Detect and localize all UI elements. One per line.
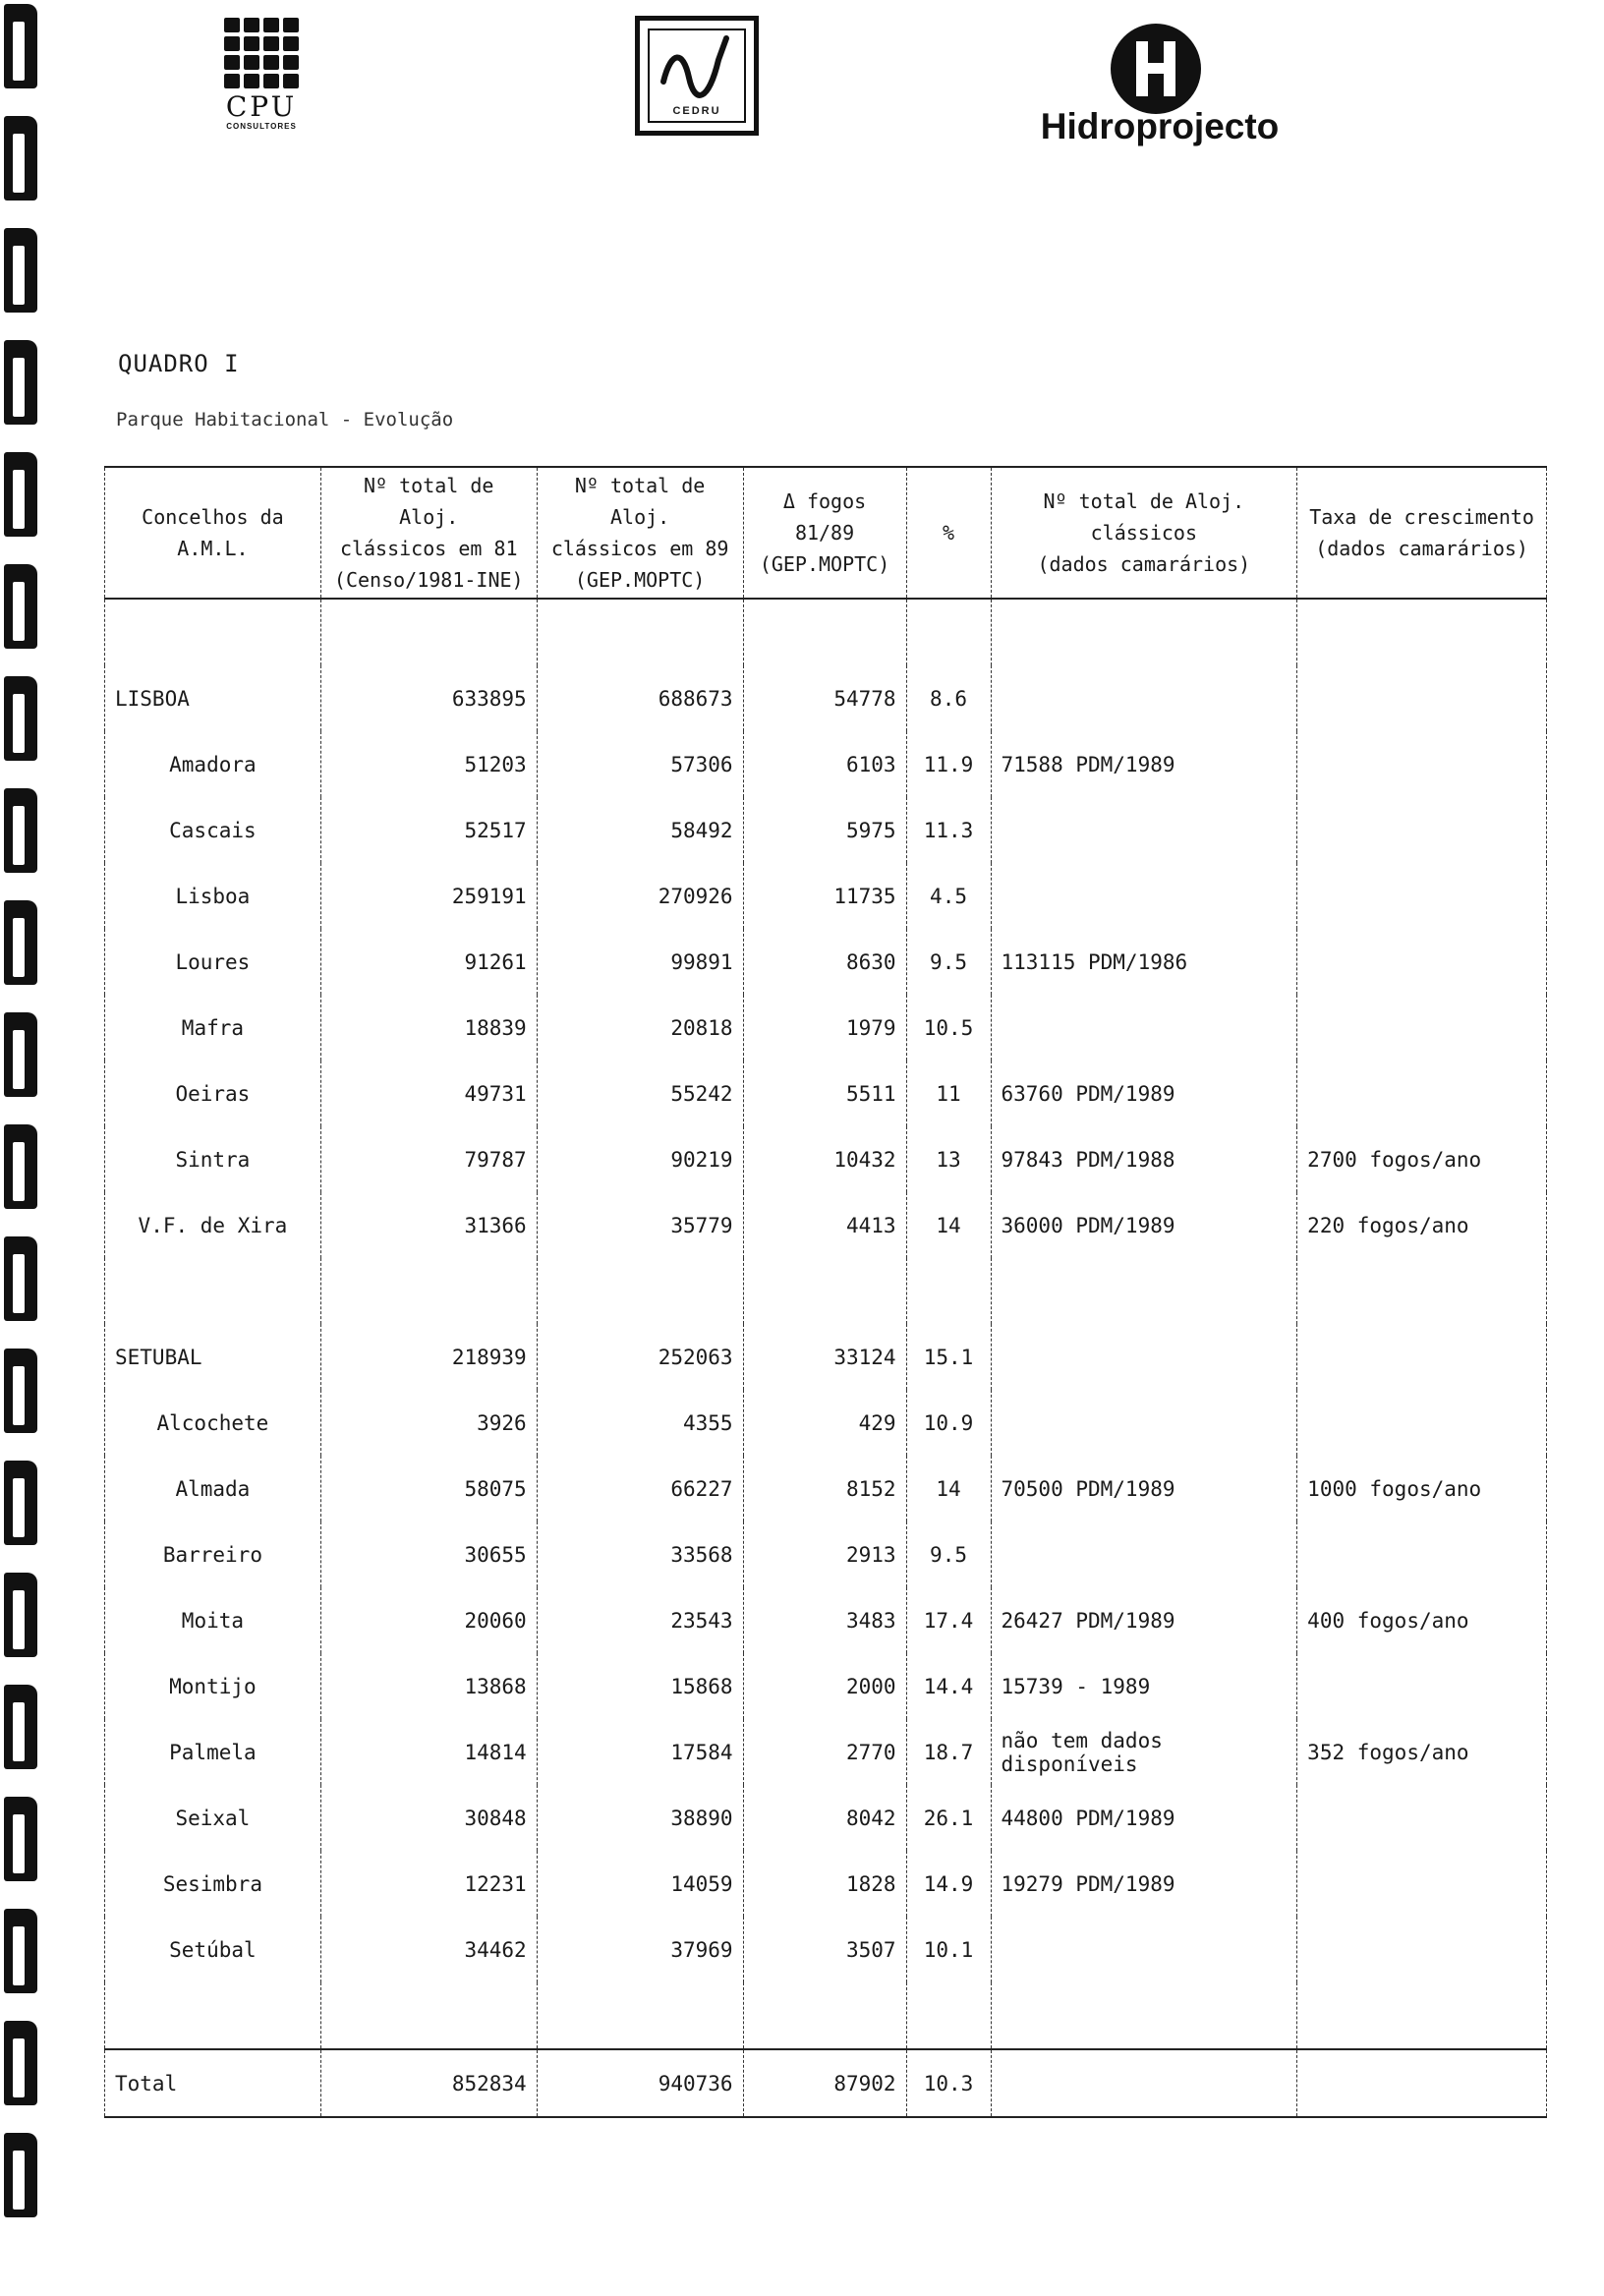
alojamentos-89-cell: 20818 <box>537 995 743 1061</box>
concelho-cell: Amadora <box>105 731 321 797</box>
delta-fogos-cell: 2913 <box>743 1521 906 1587</box>
dados-camararios-cell <box>991 665 1297 731</box>
concelho-cell: Oeiras <box>105 1061 321 1126</box>
empty-cell <box>991 2049 1297 2117</box>
empty-cell <box>743 1258 906 1324</box>
header-delta-fogos <box>743 467 906 599</box>
header-line: (Censo/1981-INE) <box>333 568 524 592</box>
taxa-crescimento-cell <box>1297 1653 1547 1719</box>
alojamentos-89-cell: 17584 <box>537 1719 743 1785</box>
percent-cell: 17.4 <box>906 1587 991 1653</box>
header-line: (GEP.MOPTC) <box>574 568 706 592</box>
percent-cell: 11.3 <box>906 797 991 863</box>
alojamentos-81-cell: 51203 <box>320 731 537 797</box>
delta-fogos-cell: 8042 <box>743 1785 906 1851</box>
table-row <box>105 1719 1547 1785</box>
taxa-crescimento-cell <box>1297 929 1547 995</box>
alojamentos-89-cell: 90219 <box>537 1126 743 1192</box>
empty-cell <box>537 1982 743 2049</box>
header-total-89 <box>537 467 743 599</box>
delta-fogos-cell: 8152 <box>743 1456 906 1521</box>
cpu-logo-text: CPU <box>225 90 298 123</box>
binding-ring-icon <box>4 676 37 761</box>
empty-cell <box>991 1258 1297 1324</box>
concelho-cell: Loures <box>105 929 321 995</box>
delta-fogos-cell: 54778 <box>743 665 906 731</box>
percent-cell: 10.9 <box>906 1390 991 1456</box>
alojamentos-81-cell: 3926 <box>320 1390 537 1456</box>
alojamentos-81-cell: 91261 <box>320 929 537 995</box>
binding-ring-icon <box>4 2021 37 2105</box>
taxa-crescimento-cell: 1000 fogos/ano <box>1297 1456 1547 1521</box>
percent-cell: 9.5 <box>906 929 991 995</box>
taxa-crescimento-cell <box>1297 863 1547 929</box>
alojamentos-81-cell: 52517 <box>320 797 537 863</box>
document-subtitle: Parque Habitacional - Evolução <box>116 409 454 430</box>
binding-ring-icon <box>4 1461 37 1545</box>
table-row <box>105 1126 1547 1192</box>
binding-ring-icon <box>4 4 37 88</box>
percent-cell: 11.9 <box>906 731 991 797</box>
alojamentos-81-cell: 49731 <box>320 1061 537 1126</box>
dados-camararios-cell <box>991 995 1297 1061</box>
taxa-crescimento-cell <box>1297 995 1547 1061</box>
hidroprojecto-circle-icon <box>1111 24 1201 114</box>
percent-cell: 14.9 <box>906 1851 991 1917</box>
delta-fogos-cell: 429 <box>743 1390 906 1456</box>
table-row <box>105 1192 1547 1258</box>
alojamentos-89-cell: 55242 <box>537 1061 743 1126</box>
alojamentos-89-cell: 270926 <box>537 863 743 929</box>
dados-camararios-cell <box>991 1521 1297 1587</box>
taxa-crescimento-cell: 400 fogos/ano <box>1297 1587 1547 1653</box>
dados-camararios-cell: 15739 - 1989 <box>991 1653 1297 1719</box>
taxa-crescimento-cell <box>1297 1061 1547 1126</box>
empty-cell <box>991 1982 1297 2049</box>
taxa-crescimento-cell <box>1297 1324 1547 1390</box>
delta-fogos-cell: 1979 <box>743 995 906 1061</box>
dados-camararios-cell <box>991 1390 1297 1456</box>
alojamentos-89-cell: 23543 <box>537 1587 743 1653</box>
header-line: Concelhos da <box>142 505 284 529</box>
dados-camararios-cell: 97843 PDM/1988 <box>991 1126 1297 1192</box>
table-row <box>105 995 1547 1061</box>
total-89-cell: 940736 <box>537 2049 743 2117</box>
alojamentos-89-cell: 99891 <box>537 929 743 995</box>
delta-fogos-cell: 2770 <box>743 1719 906 1785</box>
alojamentos-81-cell: 218939 <box>320 1324 537 1390</box>
table-row <box>105 1456 1547 1521</box>
table-row <box>105 731 1547 797</box>
binding-ring-icon <box>4 340 37 425</box>
delta-fogos-cell: 3483 <box>743 1587 906 1653</box>
header-line: clássicos em 81 <box>339 537 518 560</box>
table-row <box>105 1061 1547 1126</box>
percent-cell: 14 <box>906 1456 991 1521</box>
cpu-logo-grid-icon <box>224 18 299 88</box>
concelho-cell: Alcochete <box>105 1390 321 1456</box>
dados-camararios-cell <box>991 1324 1297 1390</box>
dados-camararios-cell <box>991 797 1297 863</box>
dados-camararios-cell: 113115 PDM/1986 <box>991 929 1297 995</box>
concelho-cell: Montijo <box>105 1653 321 1719</box>
table-total-row <box>105 2049 1547 2117</box>
table-row <box>105 863 1547 929</box>
table-row <box>105 1653 1547 1719</box>
delta-fogos-cell: 33124 <box>743 1324 906 1390</box>
table-row <box>105 1390 1547 1456</box>
header-line: clássicos em 89 <box>550 537 729 560</box>
delta-fogos-cell: 2000 <box>743 1653 906 1719</box>
dados-camararios-cell: 26427 PDM/1989 <box>991 1587 1297 1653</box>
concelho-cell: LISBOA <box>105 665 321 731</box>
concelho-cell: Lisboa <box>105 863 321 929</box>
concelho-cell: Moita <box>105 1587 321 1653</box>
binding-ring-icon <box>4 788 37 873</box>
concelho-cell: Barreiro <box>105 1521 321 1587</box>
percent-cell: 11 <box>906 1061 991 1126</box>
table-row <box>105 929 1547 995</box>
alojamentos-81-cell: 31366 <box>320 1192 537 1258</box>
total-label-cell: Total <box>105 2049 321 2117</box>
dados-camararios-cell: 19279 PDM/1989 <box>991 1851 1297 1917</box>
binding-ring-icon <box>4 1236 37 1321</box>
header-camararios <box>991 467 1297 599</box>
concelho-cell: Almada <box>105 1456 321 1521</box>
table-group-row <box>105 1324 1547 1390</box>
delta-fogos-cell: 6103 <box>743 731 906 797</box>
table-header-row <box>105 467 1547 599</box>
table-spacer-row <box>105 1258 1547 1324</box>
empty-cell <box>320 1258 537 1324</box>
alojamentos-81-cell: 79787 <box>320 1126 537 1192</box>
header-line: Δ fogos 81/89 <box>782 489 867 545</box>
percent-cell: 14 <box>906 1192 991 1258</box>
alojamentos-89-cell: 35779 <box>537 1192 743 1258</box>
cpu-logo-subtitle: CONSULTORES <box>226 122 297 131</box>
dados-camararios-cell <box>991 863 1297 929</box>
concelho-cell: SETUBAL <box>105 1324 321 1390</box>
alojamentos-89-cell: 66227 <box>537 1456 743 1521</box>
taxa-crescimento-cell <box>1297 1917 1547 1982</box>
alojamentos-89-cell: 57306 <box>537 731 743 797</box>
alojamentos-89-cell: 38890 <box>537 1785 743 1851</box>
dados-camararios-cell: 36000 PDM/1989 <box>991 1192 1297 1258</box>
taxa-crescimento-cell: 220 fogos/ano <box>1297 1192 1547 1258</box>
document-title: QUADRO I <box>118 350 240 377</box>
delta-fogos-cell: 8630 <box>743 929 906 995</box>
total-percent-cell: 10.3 <box>906 2049 991 2117</box>
binding-ring-icon <box>4 1685 37 1769</box>
binding-ring-icon <box>4 1573 37 1657</box>
dados-camararios-cell <box>991 1917 1297 1982</box>
header-line: clássicos <box>1090 521 1198 545</box>
binding-ring-icon <box>4 452 37 537</box>
dados-camararios-cell: 63760 PDM/1989 <box>991 1061 1297 1126</box>
delta-fogos-cell: 1828 <box>743 1851 906 1917</box>
binding-ring-icon <box>4 1124 37 1209</box>
header-line: (dados camarários) <box>1315 537 1528 560</box>
percent-cell: 10.1 <box>906 1917 991 1982</box>
dados-camararios-cell: 71588 PDM/1989 <box>991 731 1297 797</box>
percent-cell: 26.1 <box>906 1785 991 1851</box>
hidroprojecto-logo-text: Hidroprojecto <box>1040 106 1280 146</box>
delta-fogos-cell: 5511 <box>743 1061 906 1126</box>
empty-cell <box>320 1982 537 2049</box>
concelho-cell: Palmela <box>105 1719 321 1785</box>
alojamentos-81-cell: 30655 <box>320 1521 537 1587</box>
delta-fogos-cell: 10432 <box>743 1126 906 1192</box>
header-line: % <box>942 521 955 545</box>
alojamentos-81-cell: 30848 <box>320 1785 537 1851</box>
taxa-crescimento-cell <box>1297 1521 1547 1587</box>
taxa-crescimento-cell: 352 fogos/ano <box>1297 1719 1547 1785</box>
empty-cell <box>1297 1258 1547 1324</box>
binding-ring-icon <box>4 1797 37 1881</box>
alojamentos-81-cell: 13868 <box>320 1653 537 1719</box>
binding-ring-icon <box>4 2133 37 2217</box>
cedru-logo-text: CEDRU <box>672 105 721 117</box>
percent-cell: 4.5 <box>906 863 991 929</box>
taxa-crescimento-cell <box>1297 665 1547 731</box>
header-line: Nº total de Aloj. <box>364 474 494 529</box>
table-row <box>105 1785 1547 1851</box>
alojamentos-81-cell: 633895 <box>320 665 537 731</box>
concelho-cell: Sesimbra <box>105 1851 321 1917</box>
taxa-crescimento-cell <box>1297 797 1547 863</box>
header-taxa-crescimento <box>1297 467 1547 599</box>
taxa-crescimento-cell <box>1297 731 1547 797</box>
binding-ring-icon <box>4 116 37 201</box>
concelho-cell: Cascais <box>105 797 321 863</box>
alojamentos-89-cell: 4355 <box>537 1390 743 1456</box>
dados-camararios-cell: 44800 PDM/1989 <box>991 1785 1297 1851</box>
total-delta-cell: 87902 <box>743 2049 906 2117</box>
alojamentos-89-cell: 15868 <box>537 1653 743 1719</box>
dados-camararios-cell: 70500 PDM/1989 <box>991 1456 1297 1521</box>
alojamentos-89-cell: 252063 <box>537 1324 743 1390</box>
concelho-cell: Setúbal <box>105 1917 321 1982</box>
taxa-crescimento-cell <box>1297 1390 1547 1456</box>
table-row <box>105 1851 1547 1917</box>
percent-cell: 18.7 <box>906 1719 991 1785</box>
empty-cell <box>1297 2049 1547 2117</box>
empty-cell <box>105 1258 321 1324</box>
delta-fogos-cell: 3507 <box>743 1917 906 1982</box>
empty-cell <box>906 1982 991 2049</box>
alojamentos-81-cell: 58075 <box>320 1456 537 1521</box>
alojamentos-81-cell: 259191 <box>320 863 537 929</box>
table-row <box>105 797 1547 863</box>
cedru-logo <box>635 16 759 136</box>
header-percent <box>906 467 991 599</box>
table-row <box>105 1917 1547 1982</box>
percent-cell: 13 <box>906 1126 991 1192</box>
alojamentos-89-cell: 14059 <box>537 1851 743 1917</box>
alojamentos-89-cell: 58492 <box>537 797 743 863</box>
taxa-crescimento-cell <box>1297 1785 1547 1851</box>
binding-ring-icon <box>4 228 37 313</box>
alojamentos-89-cell: 37969 <box>537 1917 743 1982</box>
table-row <box>105 1521 1547 1587</box>
taxa-crescimento-cell: 2700 fogos/ano <box>1297 1126 1547 1192</box>
binding-ring-icon <box>4 1012 37 1097</box>
header-concelhos <box>105 467 321 599</box>
alojamentos-81-cell: 12231 <box>320 1851 537 1917</box>
alojamentos-89-cell: 33568 <box>537 1521 743 1587</box>
alojamentos-81-cell: 20060 <box>320 1587 537 1653</box>
percent-cell: 9.5 <box>906 1521 991 1587</box>
empty-cell <box>1297 1982 1547 2049</box>
dados-camararios-cell: não tem dados disponíveis <box>991 1719 1297 1785</box>
table-row <box>105 1587 1547 1653</box>
delta-fogos-cell: 4413 <box>743 1192 906 1258</box>
alojamentos-81-cell: 34462 <box>320 1917 537 1982</box>
empty-cell <box>105 1982 321 2049</box>
percent-cell: 14.4 <box>906 1653 991 1719</box>
empty-cell <box>537 1258 743 1324</box>
header-line: (dados camarários) <box>1037 552 1251 576</box>
alojamentos-89-cell: 688673 <box>537 665 743 731</box>
cedru-wave-icon <box>650 30 748 109</box>
total-81-cell: 852834 <box>320 2049 537 2117</box>
concelho-cell: Mafra <box>105 995 321 1061</box>
header-line: Taxa de crescimento <box>1309 505 1534 529</box>
percent-cell: 8.6 <box>906 665 991 731</box>
alojamentos-81-cell: 14814 <box>320 1719 537 1785</box>
table-group-row <box>105 665 1547 731</box>
delta-fogos-cell: 11735 <box>743 863 906 929</box>
binding-ring-icon <box>4 1909 37 1993</box>
empty-cell <box>743 1982 906 2049</box>
header-total-81 <box>320 467 537 599</box>
concelho-cell: Sintra <box>105 1126 321 1192</box>
header-line: Nº total de Aloj. <box>574 474 706 529</box>
housing-table <box>104 466 1547 2118</box>
percent-cell: 10.5 <box>906 995 991 1061</box>
binding-ring-icon <box>4 900 37 985</box>
binding-ring-icon <box>4 564 37 649</box>
empty-cell <box>906 1258 991 1324</box>
delta-fogos-cell: 5975 <box>743 797 906 863</box>
alojamentos-81-cell: 18839 <box>320 995 537 1061</box>
header-line: (GEP.MOPTC) <box>759 552 890 576</box>
percent-cell: 15.1 <box>906 1324 991 1390</box>
concelho-cell: Seixal <box>105 1785 321 1851</box>
spiral-binding <box>0 0 45 2296</box>
header-line: A.M.L. <box>177 537 249 560</box>
binding-ring-icon <box>4 1349 37 1433</box>
concelho-cell: V.F. de Xira <box>105 1192 321 1258</box>
taxa-crescimento-cell <box>1297 1851 1547 1917</box>
header-line: Nº total de Aloj. <box>1043 489 1245 513</box>
